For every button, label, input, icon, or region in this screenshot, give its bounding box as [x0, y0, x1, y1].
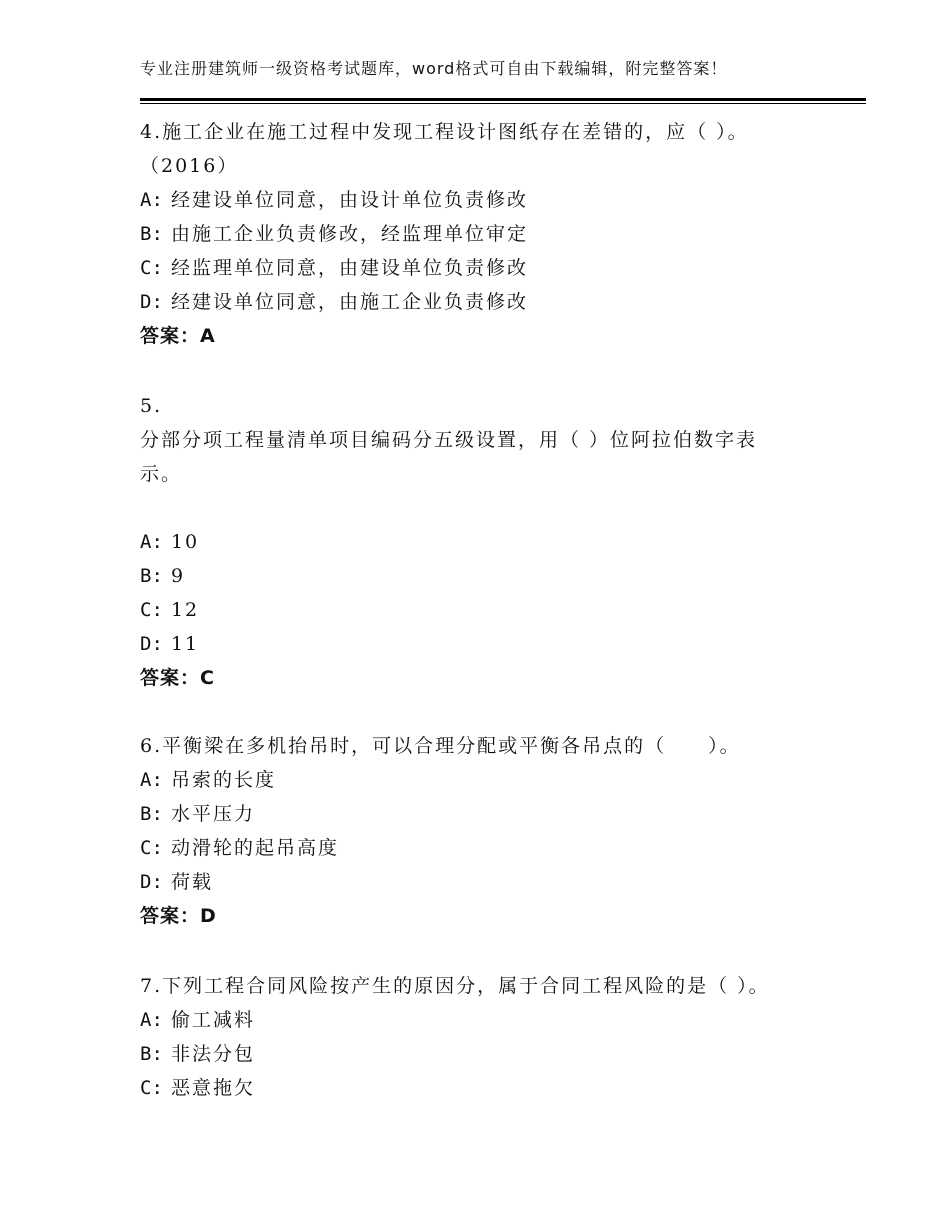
option-letter: D:: [140, 291, 163, 313]
question-5-stem-line-2: 分部分项工程量清单项目编码分五级设置，用（ ）位阿拉伯数字表: [140, 429, 758, 451]
option-text: 水平压力: [170, 803, 255, 825]
question-4-option-b: [140, 222, 528, 246]
question-7-stem-line-1: 7.下列工程合同风险按产生的原因分，属于合同工程风险的是（ ）。: [140, 975, 770, 997]
question-5-option-a: [140, 530, 199, 554]
question-4-stem-line-1: 4.施工企业在施工过程中发现工程设计图纸存在差错的，应（ ）。: [140, 121, 749, 143]
option-text: 恶意拖欠: [170, 1077, 255, 1099]
question-6-option-b: [140, 802, 255, 826]
question-7-option-c: [140, 1076, 255, 1100]
option-letter: B:: [140, 223, 163, 245]
option-letter: A:: [140, 189, 163, 211]
question-5-stem-line-1: 5.: [140, 395, 163, 417]
option-text: 吊索的长度: [170, 769, 276, 791]
question-4-option-d: [140, 290, 528, 314]
option-letter: B:: [140, 565, 163, 587]
question-6-stem-line-1: 6.平衡梁在多机抬吊时，可以合理分配或平衡各吊点的（ ）。: [140, 735, 741, 757]
header-rule-thin: [140, 103, 866, 104]
question-4-option-c: [140, 256, 528, 280]
option-letter: D:: [140, 633, 163, 655]
option-letter: A:: [140, 1009, 163, 1031]
option-text: 12: [170, 599, 200, 621]
header-rule-thick: [140, 98, 866, 101]
question-7-option-b: [140, 1042, 255, 1066]
option-letter: C:: [140, 599, 163, 621]
option-text: 11: [170, 633, 200, 655]
page-header: 专业注册建筑师一级资格考试题库，word格式可自由下载编辑，附完整答案！: [140, 59, 728, 78]
option-text: 10: [170, 531, 200, 553]
option-text: 动滑轮的起吊高度: [170, 837, 339, 859]
question-5-answer: 答案：C: [140, 667, 215, 689]
option-letter: C:: [140, 837, 163, 859]
option-text: 经建设单位同意，由设计单位负责修改: [170, 189, 528, 211]
option-text: 非法分包: [170, 1043, 255, 1065]
option-text: 经建设单位同意，由施工企业负责修改: [170, 291, 528, 313]
question-5-stem-line-3: 示。: [140, 463, 183, 485]
question-7-option-a: [140, 1008, 255, 1032]
option-text: 偷工减料: [170, 1009, 255, 1031]
option-letter: B:: [140, 803, 163, 825]
option-letter: C:: [140, 1077, 163, 1099]
option-letter: B:: [140, 1043, 163, 1065]
option-letter: A:: [140, 531, 163, 553]
option-letter: D:: [140, 871, 163, 893]
question-6-option-a: [140, 768, 276, 792]
question-5-option-d: [140, 632, 199, 656]
question-5-option-c: [140, 598, 199, 622]
question-6-answer: 答案：D: [140, 905, 217, 927]
question-6-option-c: [140, 836, 339, 860]
option-text: 由施工企业负责修改，经监理单位审定: [170, 223, 528, 245]
option-text: 荷载: [170, 871, 213, 893]
option-text: 9: [170, 565, 186, 587]
question-4-stem-line-2: （2016）: [140, 155, 239, 177]
option-text: 经监理单位同意，由建设单位负责修改: [170, 257, 528, 279]
question-4-option-a: [140, 188, 528, 212]
option-letter: C:: [140, 257, 163, 279]
question-5-option-b: [140, 564, 185, 588]
question-4-answer: 答案：A: [140, 325, 216, 347]
option-letter: A:: [140, 769, 163, 791]
question-6-option-d: [140, 870, 213, 894]
